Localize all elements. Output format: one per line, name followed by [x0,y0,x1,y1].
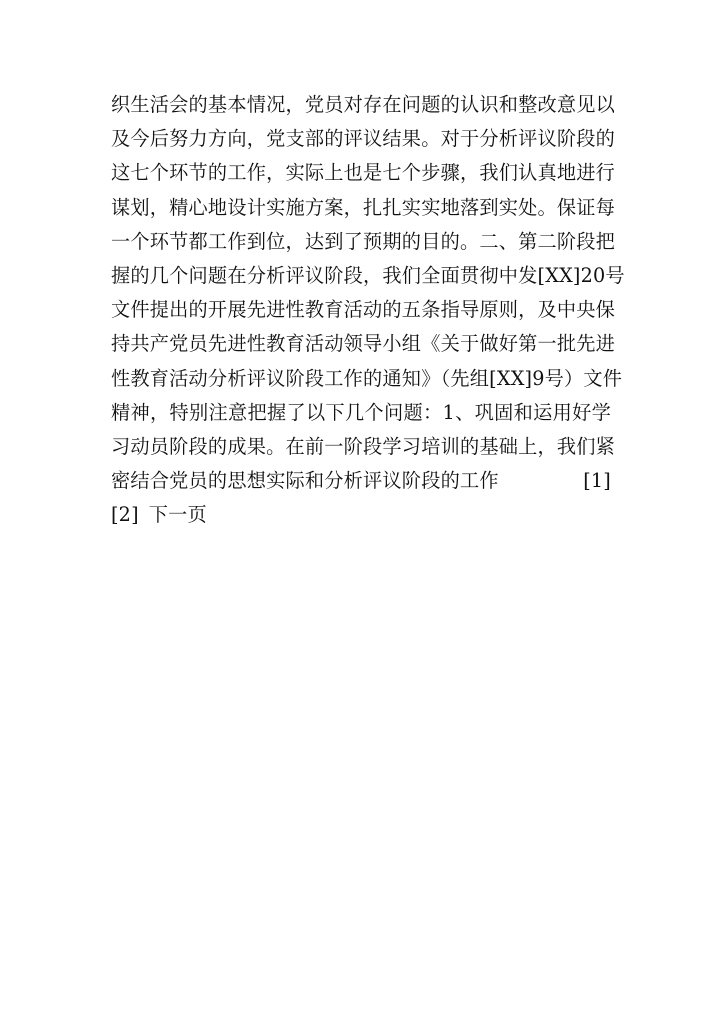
text-line: 习动员阶段的成果。在前一阶段学习培训的基础上，我们紧 [111,434,616,458]
page-2-link[interactable]: [2] [111,503,139,527]
page-1-link[interactable]: [1] [583,469,611,493]
text-line: 持共产党员先进性教育活动领导小组《关于做好第一批先进 [111,332,616,356]
text-line: 一个环节都工作到位，达到了预期的目的。二、第二阶段把 [111,229,616,253]
pager [111,498,611,532]
article-body [111,88,625,532]
text-line: 及今后努力方向，党支部的评议结果。对于分析评议阶段的 [111,127,616,151]
next-page-link[interactable]: 下一页 [148,503,207,527]
text-line: 织生活会的基本情况，党员对存在问题的认识和整改意见以 [111,93,616,116]
text-line-with-pager [111,464,611,498]
text-line: 文件提出的开展先进性教育活动的五条指导原则，及中央保 [111,298,616,322]
text-line: 谋划，精心地设计实施方案，扎扎实实地落到实处。保证每 [111,195,616,219]
text-line: 精神，特别注意把握了以下几个问题：1、巩固和运用好学 [111,400,611,424]
text-line: 握的几个问题在分析评议阶段，我们全面贯彻中发[XX]20号 [111,263,625,287]
text-line-last: 密结合党员的思想实际和分析评议阶段的工作 [111,469,499,493]
text-line: 性教育活动分析评议阶段工作的通知》（先组[XX]9号）文件 [111,366,623,390]
text-line: 这七个环节的工作，实际上也是七个步骤，我们认真地进行 [111,161,616,185]
